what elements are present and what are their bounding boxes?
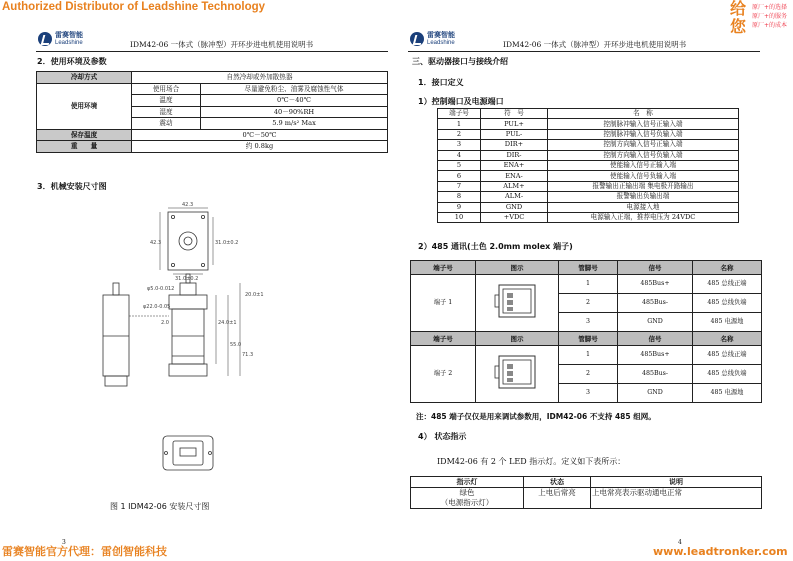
footer-url[interactable]: www.leadtronker.com: [653, 545, 788, 558]
pin-symbol: PUL-: [481, 129, 548, 139]
pin-symbol: ENA-: [481, 171, 548, 181]
dim-shaft-ext: 20.0±1: [245, 292, 264, 298]
section-iii-title: 三、驱动器接口与接线介绍: [412, 57, 508, 66]
pin-symbol: DIR-: [481, 150, 548, 160]
pin-name: 控制方向输入信号正输入端: [548, 140, 739, 150]
dim-hole-h: 31.0±0.2: [175, 276, 199, 282]
pin-name: 报警输出负输出端: [548, 192, 739, 202]
watermark-line-1: 原厂+的选择: [752, 4, 788, 11]
pin-name: 电源输入正端，推荐电压为 24VDC: [548, 212, 739, 222]
led-color: 绿色: [459, 488, 475, 497]
pin-no: 3: [438, 140, 481, 150]
pin-no: 6: [438, 171, 481, 181]
comm-header-pin: 管脚号: [559, 332, 618, 346]
pin-no: 8: [438, 192, 481, 202]
environment-table: [36, 71, 388, 153]
env-key-1: 使用场合: [132, 83, 201, 95]
page-header-left: IDM42-06 一体式（脉冲型）开环步进电机使用说明书: [130, 40, 314, 49]
dim-height: 42.3: [150, 240, 162, 246]
env-key-4: 震动: [132, 118, 201, 130]
pin-number: 2: [559, 365, 618, 384]
dim-width: 42.3: [182, 202, 194, 208]
pin-name: 控制脉冲输入信号正输入端: [548, 119, 739, 129]
dim-body: 55.0: [230, 342, 242, 348]
pin-number: 2: [559, 294, 618, 313]
pin-number: 3: [559, 384, 618, 403]
led-header-desc: 说明: [591, 477, 762, 488]
comm-header-name: 名称: [693, 332, 762, 346]
logo-right: [410, 31, 455, 47]
led-header-indicator: 指示灯: [411, 477, 524, 488]
pin-name: 使能输入信号负输入端: [548, 171, 739, 181]
pin-header-name: 名 称: [548, 109, 739, 119]
logo-cn: 雷赛智能: [427, 31, 455, 39]
pin-signal: GND: [618, 384, 693, 403]
pin-signal: 485Bus-: [618, 294, 693, 313]
pin-no: 1: [438, 119, 481, 129]
led-desc: 上电常亮表示驱动通电正常: [591, 488, 762, 509]
dim-total: 71.3: [242, 352, 254, 358]
pin-no: 7: [438, 181, 481, 191]
led-state: 上电后常亮: [524, 488, 591, 509]
comm-header-pin: 管脚号: [559, 261, 618, 275]
env-label: 使用环境: [37, 83, 132, 129]
dim-boss-h: 2.0: [161, 320, 169, 326]
front-view-outline: [168, 212, 208, 270]
pin-signal: 485Bus+: [618, 346, 693, 365]
page-number-left: 3: [62, 539, 66, 546]
pin-name: 使能输入信号正输入端: [548, 160, 739, 170]
storage-value: 0℃－50℃: [132, 129, 388, 141]
comm-header-figure: 图示: [476, 261, 559, 275]
pin-symbol: GND: [481, 202, 548, 212]
env-value-4: 5.9 m/s² Max: [201, 118, 388, 130]
connector-icon: [493, 352, 541, 392]
comm-header-figure: 图示: [476, 332, 559, 346]
env-key-2: 温度: [132, 95, 201, 107]
logo-en: Leadshine: [427, 40, 455, 46]
comm-header-terminal: 端子号: [411, 332, 476, 346]
dim-hole-v: 31.0±0.2: [215, 240, 239, 246]
watermark-lines: [752, 3, 787, 30]
header-rule-left: [36, 51, 388, 52]
pin-no: 10: [438, 212, 481, 222]
pin-no: 9: [438, 202, 481, 212]
pin-desc: 485 电源地: [693, 313, 762, 332]
pin-symbol: ENA+: [481, 160, 548, 170]
page-number-right: 4: [678, 539, 682, 546]
weight-value: 约 0.8kg: [132, 141, 388, 153]
pin-symbol: DIR+: [481, 140, 548, 150]
pin-symbol: ALM-: [481, 192, 548, 202]
distributor-banner: Authorized Distributor of Leadshine Technology: [2, 1, 266, 13]
comm-header-terminal: 端子号: [411, 261, 476, 275]
comm-485-table: [410, 260, 762, 403]
weight-label: 重 量: [37, 141, 132, 153]
section-3-title: 3．机械安装尺寸图: [37, 182, 107, 191]
pin-desc: 485 总线正端: [693, 346, 762, 365]
led-role: （电源指示灯）: [440, 498, 494, 507]
cooling-value: 自然冷却或外加散热器: [132, 72, 388, 84]
logo-cn: 雷赛智能: [55, 31, 83, 39]
storage-label: 保存温度: [37, 129, 132, 141]
connector-icon: [493, 281, 541, 321]
logo-en: Leadshine: [55, 40, 83, 46]
subsection-1-4: 4） 状态指示: [418, 432, 467, 441]
pin-symbol: PUL+: [481, 119, 548, 129]
led-table: [410, 476, 762, 509]
pin-no: 5: [438, 160, 481, 170]
env-key-3: 湿度: [132, 106, 201, 118]
figure-caption: 图 1 IDM42-06 安装尺寸图: [110, 502, 210, 511]
pin-signal: GND: [618, 313, 693, 332]
dim-shaft: φ5.0-0.012: [147, 286, 175, 292]
connector-2-figure: [476, 346, 559, 403]
subsection-1-2: 2）485 通讯(土色 2.0mm molex 端子): [418, 242, 573, 251]
mechanical-drawing: [95, 196, 285, 496]
pin-header-no: 端子号: [438, 109, 481, 119]
watermark-line-2: 原厂+的服务: [752, 13, 788, 20]
watermark-line-3: 原厂+的成本: [752, 22, 788, 29]
pin-desc: 485 总线负端: [693, 365, 762, 384]
comm-header-signal: 信号: [618, 332, 693, 346]
logo-mark-icon: [38, 32, 52, 46]
pin-table: [437, 108, 739, 223]
pin-number: 3: [559, 313, 618, 332]
page-header-right: IDM42-06 一体式（脉冲型）开环步进电机使用说明书: [503, 40, 687, 49]
watermark-char-1: 给: [730, 0, 747, 18]
header-rule-right: [408, 51, 760, 52]
comm-header-name: 名称: [693, 261, 762, 275]
subsection-1-1: 1）控制端口及电源端口: [418, 97, 504, 106]
env-value-2: 0℃－40℃: [201, 95, 388, 107]
logo-mark-icon: [410, 32, 424, 46]
footer-agent: 雷赛智能官方代理：雷创智能科技: [2, 545, 167, 558]
pin-no: 4: [438, 150, 481, 160]
terminal-2-label: 端子 2: [411, 346, 476, 403]
env-value-3: 40－90%RH: [201, 106, 388, 118]
pin-name: 电源接入地: [548, 202, 739, 212]
pin-name: 控制脉冲输入信号负输入端: [548, 129, 739, 139]
pin-name: 报警输出正输出端 集电极开路输出: [548, 181, 739, 191]
pin-signal: 485Bus-: [618, 365, 693, 384]
comm-note: 注：485 端子仅仅是用来调试参数用，IDM42-06 不支持 485 组网。: [416, 412, 656, 421]
pin-desc: 485 电源地: [693, 384, 762, 403]
pin-desc: 485 总线正端: [693, 275, 762, 294]
led-intro: IDM42-06 有 2 个 LED 指示灯。定义如下表所示：: [437, 457, 626, 466]
dim-shaft-len: 24.0±1: [218, 320, 237, 326]
subsection-1: 1．接口定义: [418, 78, 464, 87]
connector-1-figure: [476, 275, 559, 332]
terminal-1-label: 端子 1: [411, 275, 476, 332]
section-2-title: 2．使用环境及参数: [37, 57, 107, 66]
env-value-1: 尽量避免粉尘、油雾及腐蚀性气体: [201, 83, 388, 95]
pin-number: 1: [559, 275, 618, 294]
pin-symbol: ALM+: [481, 181, 548, 191]
dim-boss: φ22.0-0.05: [143, 304, 171, 310]
watermark-char-2: 您: [730, 17, 747, 36]
logo-left: [38, 31, 83, 47]
pin-signal: 485Bus+: [618, 275, 693, 294]
pin-number: 1: [559, 346, 618, 365]
pin-name: 控制方向输入信号负输入端: [548, 150, 739, 160]
led-header-state: 状态: [524, 477, 591, 488]
comm-header-signal: 信号: [618, 261, 693, 275]
pin-no: 2: [438, 129, 481, 139]
led-cell: [411, 488, 524, 509]
cooling-label: 冷却方式: [37, 72, 132, 84]
pin-desc: 485 总线负端: [693, 294, 762, 313]
watermark: [730, 0, 746, 36]
pin-symbol: +VDC: [481, 212, 548, 222]
pin-header-symbol: 符 号: [481, 109, 548, 119]
